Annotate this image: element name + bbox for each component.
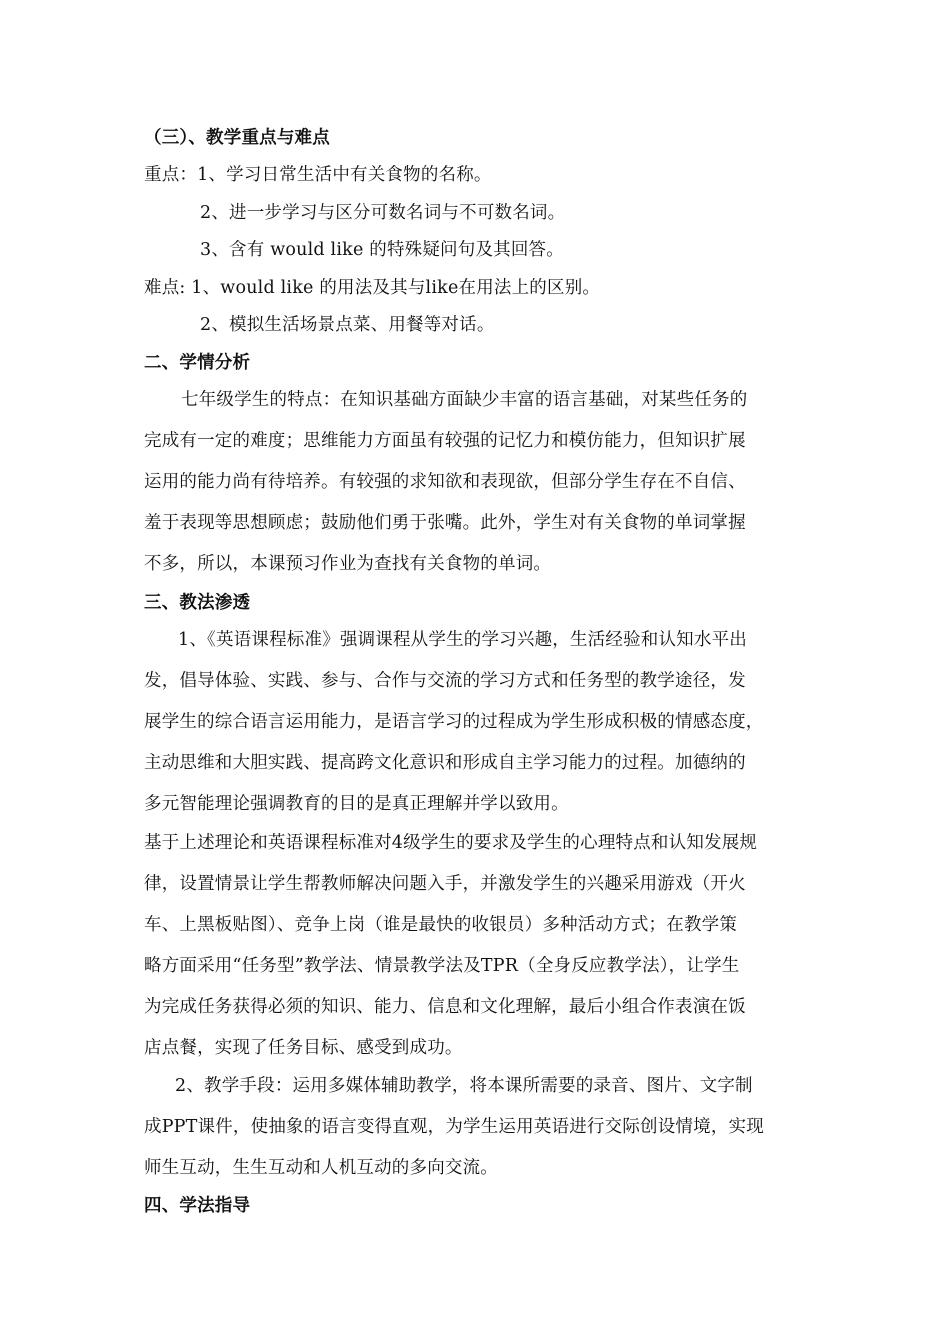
method-p1-line-4: 主动思维和大胆实践、提高跨文化意识和形成自主学习能力的过程。加德纳的 <box>144 753 746 773</box>
method-p1-line-5: 多元智能理论强调教育的目的是真正理解并学以致用。 <box>144 794 569 814</box>
heading-teaching-method: 三、教法渗透 <box>144 593 251 613</box>
heading-learning-analysis: 二、学情分析 <box>144 353 251 373</box>
method-p3-line-2: 成PPT课件，使抽象的语言变得直观，为学生运用英语进行交际创设情境，实现 <box>144 1117 764 1137</box>
method-p2-line-2: 律，设置情景让学生帮教师解决问题入手，并激发学生的兴趣采用游戏（开火 <box>144 874 746 894</box>
method-p1-line-3: 展学生的综合语言运用能力，是语言学习的过程成为学生形成积极的情感态度， <box>144 712 764 732</box>
key-point-line-1: 重点：1、学习日常生活中有关食物的名称。 <box>144 165 492 185</box>
learning-line-4: 羞于表现等思想顾虑；鼓励他们勇于张嘴。此外，学生对有关食物的单词掌握 <box>144 513 746 533</box>
method-p3-line-1: 2、教学手段：运用多媒体辅助教学，将本课所需要的录音、图片、文字制 <box>175 1076 753 1096</box>
difficulty-line-1: 难点: 1、would like 的用法及其与like在用法上的区别。 <box>144 278 601 298</box>
learning-line-1: 七年级学生的特点：在知识基础方面缺少丰富的语言基础，对某些任务的 <box>181 390 748 410</box>
key-point-line-2: 2、进一步学习与区分可数名词与不可数名词。 <box>200 203 566 223</box>
key-point-line-3: 3、含有 would like 的特殊疑问句及其回答。 <box>200 240 564 260</box>
method-p2-line-5: 为完成任务获得必须的知识、能力、信息和文化理解，最后小组合作表演在饭 <box>144 997 746 1017</box>
learning-line-5: 不多，所以，本课预习作业为查找有关食物的单词。 <box>144 554 552 574</box>
difficulty-line-2: 2、模拟生活场景点菜、用餐等对话。 <box>200 315 495 335</box>
method-p2-line-6: 店点餐，实现了任务目标、感受到成功。 <box>144 1038 463 1058</box>
method-p2-line-3: 车、上黑板贴图）、竞争上岗（谁是最快的收银员）多种活动方式；在教学策 <box>144 915 738 935</box>
heading-key-points: （三）、教学重点与难点 <box>144 128 330 148</box>
method-p1-line-1: 1、《英语课程标准》强调课程从学生的学习兴趣，生活经验和认知水平出 <box>178 630 747 650</box>
learning-line-3: 运用的能力尚有待培养。有较强的求知欲和表现欲，但部分学生存在不自信、 <box>144 472 746 492</box>
method-p3-line-3: 师生互动，生生互动和人机互动的多向交流。 <box>144 1158 498 1178</box>
learning-line-2: 完成有一定的难度；思维能力方面虽有较强的记忆力和模仿能力，但知识扩展 <box>144 431 746 451</box>
heading-study-guidance: 四、学法指导 <box>144 1196 251 1216</box>
method-p2-line-1: 基于上述理论和英语课程标准对4级学生的要求及学生的心理特点和认知发展规 <box>144 833 758 853</box>
method-p1-line-2: 发，倡导体验、实践、参与、合作与交流的学习方式和任务型的教学途径，发 <box>144 671 746 691</box>
method-p2-line-4: 略方面采用“任务型”教学法、情景教学法及TPR（全身反应教学法），让学生 <box>144 956 740 976</box>
